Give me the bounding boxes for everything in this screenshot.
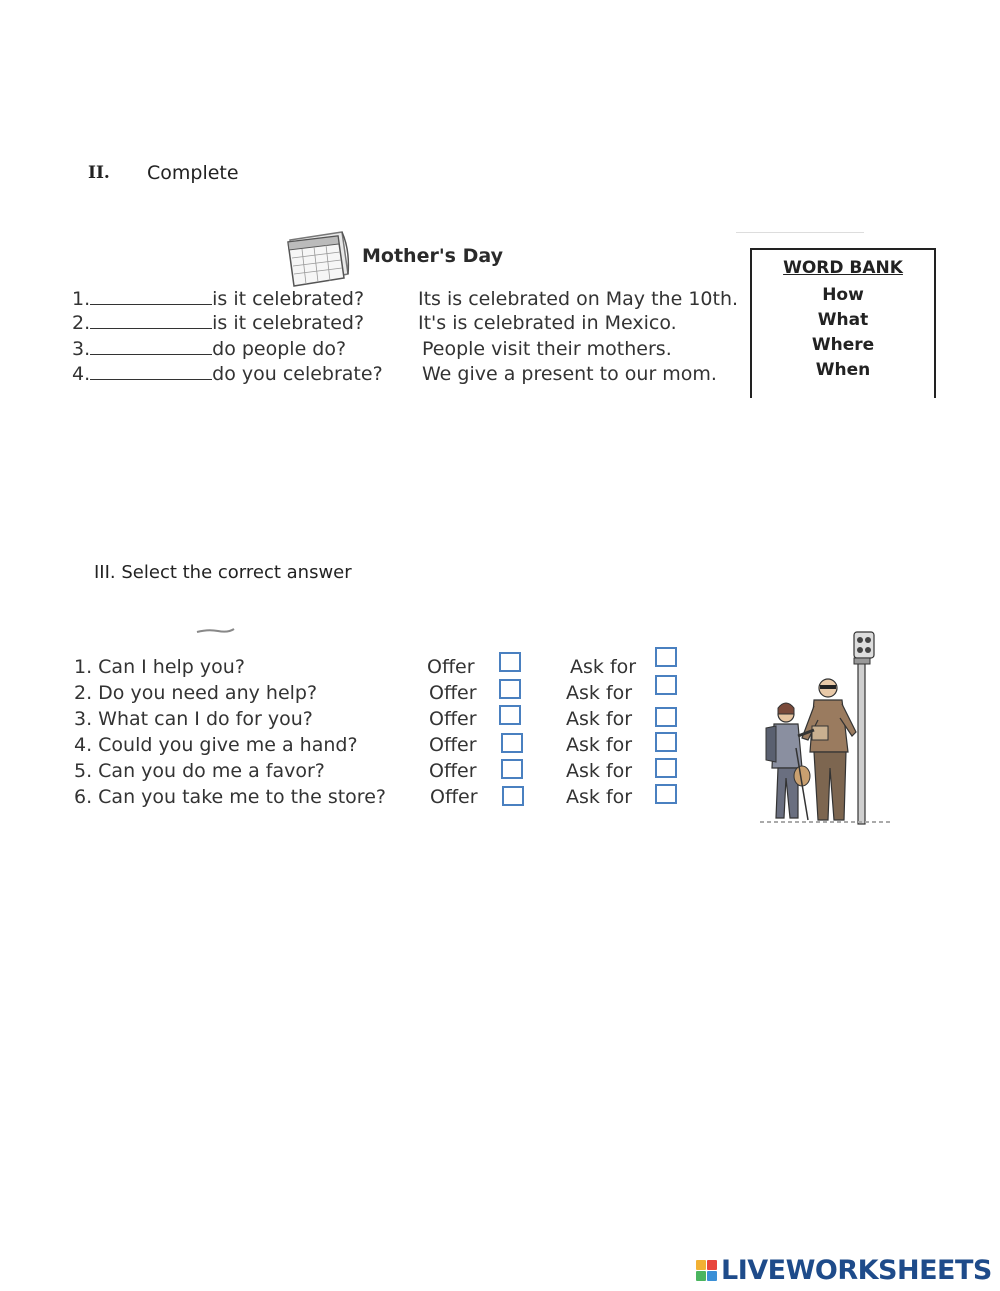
complete-question-row [72,288,364,310]
ask-for-label: Ask for [570,656,637,678]
offer-label: Offer [429,760,477,782]
logo-block [707,1260,717,1270]
calendar-icon [284,230,350,290]
select-question: 1. Can I help you? [74,656,245,678]
section-2-title: Complete [147,162,239,184]
ask-for-label: Ask for [566,786,633,808]
ask-for-checkbox[interactable] [655,758,677,778]
question-prompt: is it celebrated? [212,288,365,310]
select-question: 5. Can you do me a favor? [74,760,325,782]
ask-for-checkbox[interactable] [655,647,677,667]
answer-blank[interactable] [90,313,212,329]
ask-for-label: Ask for [566,708,633,730]
word-bank-word: When [815,360,871,380]
word-bank-box [750,248,936,398]
logo-block [696,1271,706,1281]
divider [736,232,864,233]
section-3-title: III. Select the correct answer [94,562,352,583]
ask-for-checkbox[interactable] [655,732,677,752]
answer-text: We give a present to our mom. [422,363,717,385]
answer-text: People visit their mothers. [422,338,672,360]
answer-blank[interactable] [90,364,212,380]
liveworksheets-logo [696,1254,992,1286]
question-prompt: is it celebrated? [212,312,365,334]
helping-illustration [756,628,896,830]
question-prompt: do you celebrate? [212,363,383,385]
offer-checkbox[interactable] [499,652,521,672]
answer-text: Its is celebrated on May the 10th. [418,288,739,310]
question-number: 3. [72,338,91,360]
word-bank-word: What [817,310,869,330]
ask-for-label: Ask for [566,734,633,756]
mothers-day-heading: Mother's Day [362,245,503,267]
question-number: 2. [72,312,91,334]
select-question: 6. Can you take me to the store? [74,786,386,808]
offer-checkbox[interactable] [502,786,524,806]
word-bank-word: How [822,285,864,305]
question-prompt: do people do? [212,338,347,360]
select-question: 4. Could you give me a hand? [74,734,358,756]
offer-checkbox[interactable] [499,705,521,725]
word-bank-word: Where [811,335,875,355]
offer-checkbox[interactable] [501,733,523,753]
ask-for-checkbox[interactable] [655,784,677,804]
word-bank-title: WORD BANK [783,258,903,278]
answer-text: It's is celebrated in Mexico. [418,312,677,334]
complete-question-row [72,312,364,334]
offer-label: Offer [427,656,475,678]
offer-label: Offer [429,708,477,730]
answer-blank[interactable] [90,339,212,355]
ask-for-checkbox[interactable] [655,675,677,695]
section-2-number: II. [88,163,110,183]
offer-label: Offer [429,734,477,756]
offer-checkbox[interactable] [501,759,523,779]
question-number: 4. [72,363,91,385]
logo-blocks-icon [696,1260,717,1281]
ask-for-label: Ask for [566,760,633,782]
question-number: 1. [72,288,91,310]
ask-for-checkbox[interactable] [655,707,677,727]
complete-question-row [72,363,383,385]
answer-blank[interactable] [90,289,212,305]
decorative-squiggle [196,626,236,636]
complete-question-row [72,338,346,360]
logo-text: LIVEWORKSHEETS [721,1254,992,1286]
select-question: 2. Do you need any help? [74,682,318,704]
logo-block [707,1271,717,1281]
select-question: 3. What can I do for you? [74,708,313,730]
offer-checkbox[interactable] [499,679,521,699]
logo-block [696,1260,706,1270]
offer-label: Offer [430,786,478,808]
ask-for-label: Ask for [566,682,633,704]
offer-label: Offer [429,682,477,704]
